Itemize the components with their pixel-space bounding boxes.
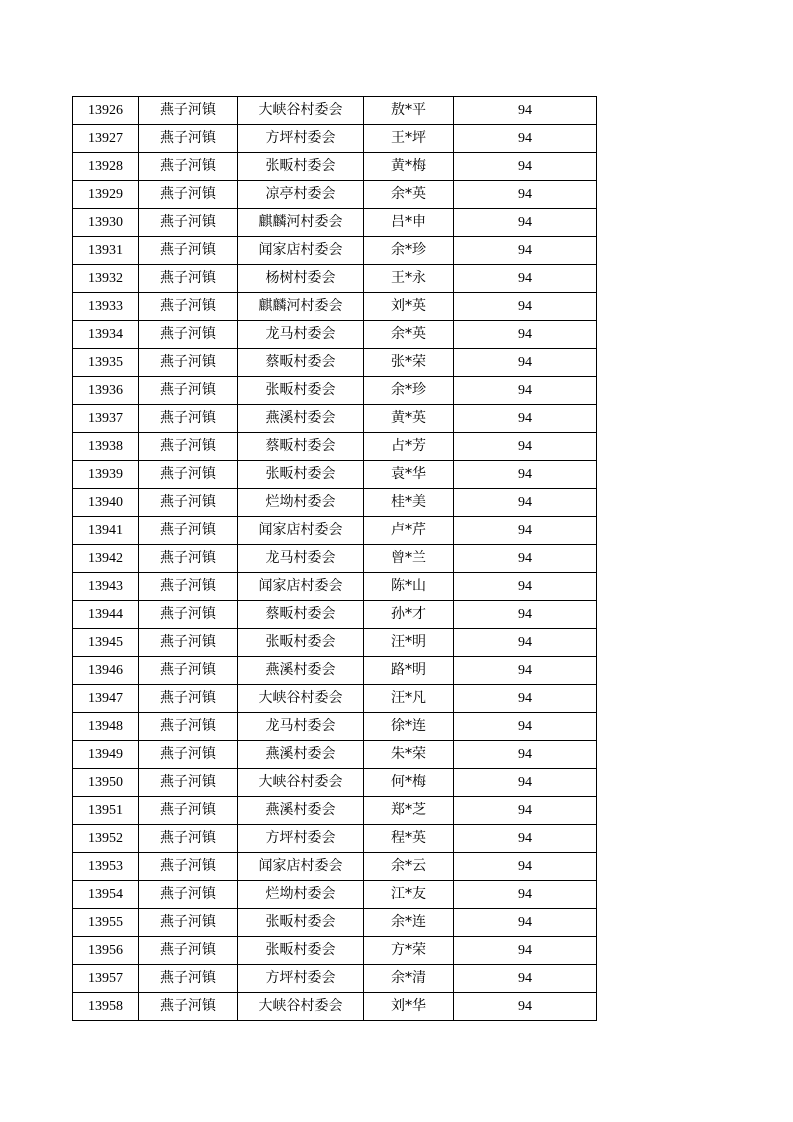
person-name-cell: 桂*美 [364, 489, 454, 517]
person-name-cell: 曾*兰 [364, 545, 454, 573]
table-body [73, 97, 597, 1021]
town-cell: 燕子河镇 [139, 125, 238, 153]
table-row [73, 349, 597, 377]
row-id-cell: 13954 [73, 881, 139, 909]
table-row [73, 881, 597, 909]
village-cell: 大峡谷村委会 [238, 97, 364, 125]
score-cell: 94 [454, 349, 597, 377]
table-row [73, 825, 597, 853]
data-table [72, 96, 597, 1021]
town-cell: 燕子河镇 [139, 405, 238, 433]
person-name-cell: 卢*芹 [364, 517, 454, 545]
village-cell: 张畈村委会 [238, 909, 364, 937]
score-cell: 94 [454, 237, 597, 265]
town-cell: 燕子河镇 [139, 965, 238, 993]
score-cell: 94 [454, 825, 597, 853]
person-name-cell: 汪*明 [364, 629, 454, 657]
village-cell: 张畈村委会 [238, 461, 364, 489]
score-cell: 94 [454, 601, 597, 629]
village-cell: 燕溪村委会 [238, 405, 364, 433]
person-name-cell: 余*珍 [364, 377, 454, 405]
town-cell: 燕子河镇 [139, 713, 238, 741]
village-cell: 龙马村委会 [238, 713, 364, 741]
person-name-cell: 余*英 [364, 181, 454, 209]
score-cell: 94 [454, 181, 597, 209]
row-id-cell: 13940 [73, 489, 139, 517]
person-name-cell: 何*梅 [364, 769, 454, 797]
table-row [73, 265, 597, 293]
town-cell: 燕子河镇 [139, 489, 238, 517]
village-cell: 凉亭村委会 [238, 181, 364, 209]
village-cell: 龙马村委会 [238, 321, 364, 349]
table-row [73, 517, 597, 545]
score-cell: 94 [454, 993, 597, 1021]
row-id-cell: 13953 [73, 853, 139, 881]
town-cell: 燕子河镇 [139, 377, 238, 405]
row-id-cell: 13949 [73, 741, 139, 769]
town-cell: 燕子河镇 [139, 881, 238, 909]
town-cell: 燕子河镇 [139, 993, 238, 1021]
row-id-cell: 13937 [73, 405, 139, 433]
person-name-cell: 余*云 [364, 853, 454, 881]
score-cell: 94 [454, 265, 597, 293]
score-cell: 94 [454, 209, 597, 237]
town-cell: 燕子河镇 [139, 769, 238, 797]
table-row [73, 209, 597, 237]
table-row [73, 405, 597, 433]
person-name-cell: 汪*凡 [364, 685, 454, 713]
table-row [73, 741, 597, 769]
town-cell: 燕子河镇 [139, 209, 238, 237]
person-name-cell: 占*芳 [364, 433, 454, 461]
score-cell: 94 [454, 629, 597, 657]
town-cell: 燕子河镇 [139, 573, 238, 601]
table-row [73, 237, 597, 265]
village-cell: 方坪村委会 [238, 825, 364, 853]
village-cell: 闻家店村委会 [238, 573, 364, 601]
table-row [73, 601, 597, 629]
village-cell: 烂坳村委会 [238, 881, 364, 909]
village-cell: 张畈村委会 [238, 937, 364, 965]
town-cell: 燕子河镇 [139, 937, 238, 965]
row-id-cell: 13942 [73, 545, 139, 573]
table-row [73, 993, 597, 1021]
town-cell: 燕子河镇 [139, 321, 238, 349]
table-row [73, 181, 597, 209]
person-name-cell: 王*永 [364, 265, 454, 293]
score-cell: 94 [454, 405, 597, 433]
town-cell: 燕子河镇 [139, 265, 238, 293]
score-cell: 94 [454, 853, 597, 881]
table-row [73, 965, 597, 993]
row-id-cell: 13943 [73, 573, 139, 601]
village-cell: 闻家店村委会 [238, 853, 364, 881]
person-name-cell: 朱*荣 [364, 741, 454, 769]
town-cell: 燕子河镇 [139, 909, 238, 937]
town-cell: 燕子河镇 [139, 517, 238, 545]
table-row [73, 377, 597, 405]
person-name-cell: 江*友 [364, 881, 454, 909]
table-row [73, 433, 597, 461]
table-row [73, 97, 597, 125]
person-name-cell: 徐*连 [364, 713, 454, 741]
table-row [73, 461, 597, 489]
person-name-cell: 孙*才 [364, 601, 454, 629]
score-cell: 94 [454, 965, 597, 993]
village-cell: 大峡谷村委会 [238, 769, 364, 797]
village-cell: 龙马村委会 [238, 545, 364, 573]
table-row [73, 573, 597, 601]
score-cell: 94 [454, 657, 597, 685]
score-cell: 94 [454, 741, 597, 769]
town-cell: 燕子河镇 [139, 237, 238, 265]
person-name-cell: 方*荣 [364, 937, 454, 965]
table-row [73, 125, 597, 153]
row-id-cell: 13927 [73, 125, 139, 153]
score-cell: 94 [454, 769, 597, 797]
table-row [73, 153, 597, 181]
town-cell: 燕子河镇 [139, 181, 238, 209]
village-cell: 燕溪村委会 [238, 657, 364, 685]
row-id-cell: 13948 [73, 713, 139, 741]
score-cell: 94 [454, 489, 597, 517]
row-id-cell: 13939 [73, 461, 139, 489]
row-id-cell: 13930 [73, 209, 139, 237]
row-id-cell: 13931 [73, 237, 139, 265]
score-cell: 94 [454, 685, 597, 713]
town-cell: 燕子河镇 [139, 293, 238, 321]
person-name-cell: 余*清 [364, 965, 454, 993]
table-row [73, 321, 597, 349]
person-name-cell: 敖*平 [364, 97, 454, 125]
score-cell: 94 [454, 377, 597, 405]
row-id-cell: 13926 [73, 97, 139, 125]
town-cell: 燕子河镇 [139, 657, 238, 685]
village-cell: 张畈村委会 [238, 629, 364, 657]
village-cell: 蔡畈村委会 [238, 349, 364, 377]
village-cell: 杨树村委会 [238, 265, 364, 293]
row-id-cell: 13934 [73, 321, 139, 349]
row-id-cell: 13929 [73, 181, 139, 209]
person-name-cell: 余*英 [364, 321, 454, 349]
village-cell: 麒麟河村委会 [238, 293, 364, 321]
town-cell: 燕子河镇 [139, 433, 238, 461]
score-cell: 94 [454, 97, 597, 125]
village-cell: 蔡畈村委会 [238, 433, 364, 461]
village-cell: 大峡谷村委会 [238, 993, 364, 1021]
village-cell: 闻家店村委会 [238, 517, 364, 545]
table-row [73, 769, 597, 797]
score-cell: 94 [454, 125, 597, 153]
table-row [73, 713, 597, 741]
row-id-cell: 13947 [73, 685, 139, 713]
village-cell: 烂坳村委会 [238, 489, 364, 517]
row-id-cell: 13950 [73, 769, 139, 797]
table-row [73, 937, 597, 965]
row-id-cell: 13951 [73, 797, 139, 825]
score-cell: 94 [454, 909, 597, 937]
table-row [73, 629, 597, 657]
row-id-cell: 13958 [73, 993, 139, 1021]
row-id-cell: 13946 [73, 657, 139, 685]
town-cell: 燕子河镇 [139, 349, 238, 377]
score-cell: 94 [454, 573, 597, 601]
person-name-cell: 陈*山 [364, 573, 454, 601]
row-id-cell: 13945 [73, 629, 139, 657]
town-cell: 燕子河镇 [139, 797, 238, 825]
table-row [73, 853, 597, 881]
village-cell: 大峡谷村委会 [238, 685, 364, 713]
score-cell: 94 [454, 321, 597, 349]
village-cell: 麒麟河村委会 [238, 209, 364, 237]
person-name-cell: 路*明 [364, 657, 454, 685]
row-id-cell: 13933 [73, 293, 139, 321]
town-cell: 燕子河镇 [139, 461, 238, 489]
row-id-cell: 13936 [73, 377, 139, 405]
table-row [73, 545, 597, 573]
village-cell: 燕溪村委会 [238, 741, 364, 769]
row-id-cell: 13952 [73, 825, 139, 853]
person-name-cell: 郑*芝 [364, 797, 454, 825]
row-id-cell: 13956 [73, 937, 139, 965]
table-row [73, 293, 597, 321]
score-cell: 94 [454, 153, 597, 181]
person-name-cell: 黄*英 [364, 405, 454, 433]
score-cell: 94 [454, 937, 597, 965]
score-cell: 94 [454, 881, 597, 909]
score-cell: 94 [454, 713, 597, 741]
town-cell: 燕子河镇 [139, 853, 238, 881]
town-cell: 燕子河镇 [139, 601, 238, 629]
village-cell: 张畈村委会 [238, 153, 364, 181]
person-name-cell: 王*坪 [364, 125, 454, 153]
person-name-cell: 余*珍 [364, 237, 454, 265]
table-row [73, 657, 597, 685]
town-cell: 燕子河镇 [139, 685, 238, 713]
town-cell: 燕子河镇 [139, 825, 238, 853]
score-cell: 94 [454, 433, 597, 461]
town-cell: 燕子河镇 [139, 153, 238, 181]
score-cell: 94 [454, 293, 597, 321]
person-name-cell: 吕*申 [364, 209, 454, 237]
village-cell: 蔡畈村委会 [238, 601, 364, 629]
person-name-cell: 余*连 [364, 909, 454, 937]
table-row [73, 489, 597, 517]
row-id-cell: 13955 [73, 909, 139, 937]
score-cell: 94 [454, 545, 597, 573]
village-cell: 闻家店村委会 [238, 237, 364, 265]
score-cell: 94 [454, 517, 597, 545]
person-name-cell: 程*英 [364, 825, 454, 853]
row-id-cell: 13957 [73, 965, 139, 993]
person-name-cell: 黄*梅 [364, 153, 454, 181]
person-name-cell: 张*荣 [364, 349, 454, 377]
row-id-cell: 13932 [73, 265, 139, 293]
village-cell: 方坪村委会 [238, 125, 364, 153]
row-id-cell: 13944 [73, 601, 139, 629]
person-name-cell: 袁*华 [364, 461, 454, 489]
village-cell: 燕溪村委会 [238, 797, 364, 825]
person-name-cell: 刘*英 [364, 293, 454, 321]
person-name-cell: 刘*华 [364, 993, 454, 1021]
village-cell: 张畈村委会 [238, 377, 364, 405]
town-cell: 燕子河镇 [139, 629, 238, 657]
table-row [73, 909, 597, 937]
row-id-cell: 13928 [73, 153, 139, 181]
town-cell: 燕子河镇 [139, 741, 238, 769]
table-row [73, 797, 597, 825]
row-id-cell: 13935 [73, 349, 139, 377]
row-id-cell: 13938 [73, 433, 139, 461]
table-row [73, 685, 597, 713]
score-cell: 94 [454, 797, 597, 825]
village-cell: 方坪村委会 [238, 965, 364, 993]
score-cell: 94 [454, 461, 597, 489]
town-cell: 燕子河镇 [139, 97, 238, 125]
row-id-cell: 13941 [73, 517, 139, 545]
town-cell: 燕子河镇 [139, 545, 238, 573]
